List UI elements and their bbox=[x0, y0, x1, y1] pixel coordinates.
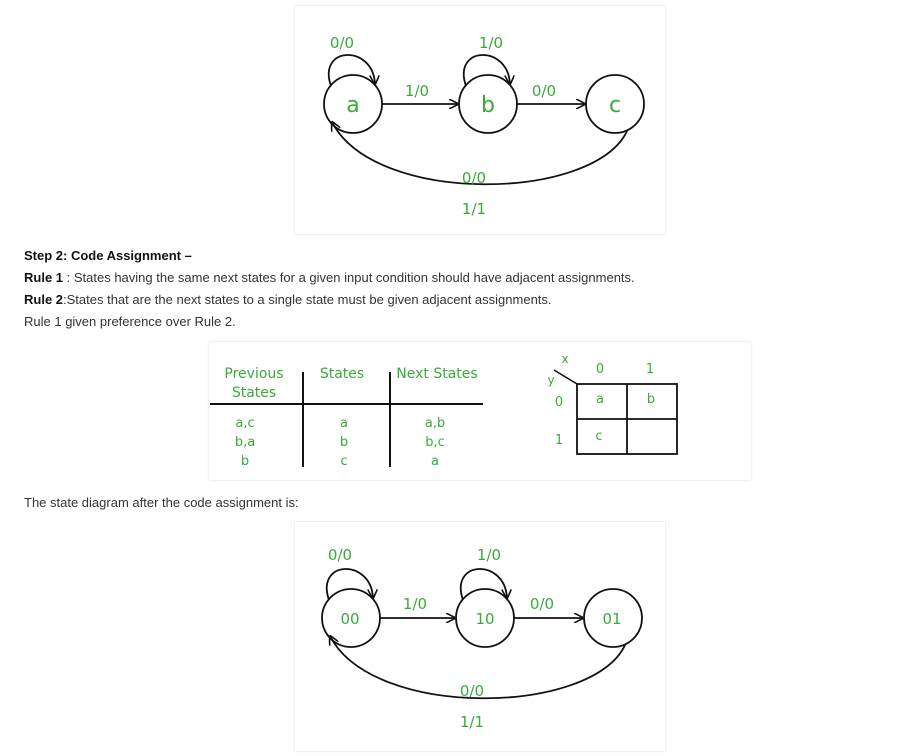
table-row-2-prev: b,a bbox=[234, 435, 256, 450]
self-loop-00-label: 0/0 bbox=[327, 546, 353, 564]
self-loop-10-label: 1/0 bbox=[476, 546, 502, 564]
kmap-col-1-header: 1 bbox=[645, 362, 655, 377]
self-loop-b-label: 1/0 bbox=[478, 34, 504, 52]
kmap-row-1-header: 1 bbox=[554, 433, 564, 448]
kmap-corner-diagonal bbox=[554, 370, 577, 384]
table-header-previous-line1: Previous bbox=[224, 366, 284, 382]
transition-01-00-label-bottom: 1/1 bbox=[459, 713, 485, 731]
state-c-label: c bbox=[608, 93, 622, 118]
rule2-text: :States that are the next states to a single state must be given adjacent assignments. bbox=[63, 292, 552, 307]
rule1-text: : States having the same next states for a given input condition should have adjacent assignments. bbox=[63, 270, 635, 285]
table-row-3-prev: b bbox=[240, 454, 250, 469]
rule1-paragraph bbox=[24, 270, 635, 285]
self-loop-a-label: 0/0 bbox=[329, 34, 355, 52]
table-row-2-next: b,c bbox=[425, 435, 445, 450]
table-header-next-states: Next States bbox=[396, 366, 478, 382]
table-header-previous-line2: States bbox=[231, 385, 277, 401]
rule2-paragraph bbox=[24, 292, 552, 307]
table-row-3-state: c bbox=[340, 454, 348, 469]
table-row-2-state: b bbox=[339, 435, 349, 450]
state-diagram-coded-svg bbox=[295, 522, 665, 751]
table-row-1-state: a bbox=[340, 416, 348, 431]
transition-a-b-label: 1/0 bbox=[404, 82, 430, 100]
kmap-cell-01: b bbox=[646, 392, 656, 407]
table-header-states: States bbox=[319, 366, 365, 382]
state-a-label: a bbox=[346, 93, 360, 118]
table-row-3-next: a bbox=[431, 454, 439, 469]
state-diagram-original bbox=[295, 6, 665, 234]
rule1-label: Rule 1 bbox=[24, 270, 64, 285]
transition-b-c-label: 0/0 bbox=[531, 82, 557, 100]
table-row-1-prev: a,c bbox=[235, 416, 255, 431]
state-b-label: b bbox=[481, 93, 495, 118]
kmap-row-0-header: 0 bbox=[554, 395, 564, 410]
kmap-cell-00: a bbox=[596, 392, 604, 407]
rule2-label: Rule 2 bbox=[24, 292, 64, 307]
kmap-cell-10: c bbox=[595, 429, 603, 444]
transition-01-00-label-top: 0/0 bbox=[459, 682, 485, 700]
step2-heading: Step 2: Code Assignment – bbox=[24, 248, 192, 263]
state-diagram-original-svg bbox=[295, 6, 665, 234]
state-10-label: 10 bbox=[475, 610, 495, 628]
transition-00-10-label: 1/0 bbox=[402, 595, 428, 613]
state-diagram-coded bbox=[295, 522, 665, 751]
code-assignment-svg bbox=[209, 342, 751, 480]
transition-c-a-label-bottom: 1/1 bbox=[461, 200, 487, 218]
transition-c-a-label-top: 0/0 bbox=[461, 169, 487, 187]
state-01-label: 01 bbox=[602, 610, 622, 628]
kmap-col-0-header: 0 bbox=[595, 362, 605, 377]
rule-preference: Rule 1 given preference over Rule 2. bbox=[24, 314, 236, 329]
table-row-1-next: a,b bbox=[424, 416, 446, 431]
code-assignment-figure bbox=[209, 342, 751, 480]
kmap-y-label: y bbox=[547, 373, 555, 387]
kmap-x-label: x bbox=[561, 352, 569, 366]
after-assignment-caption: The state diagram after the code assignment is: bbox=[24, 495, 299, 510]
state-00-label: 00 bbox=[340, 610, 360, 628]
transition-10-01-label: 0/0 bbox=[529, 595, 555, 613]
